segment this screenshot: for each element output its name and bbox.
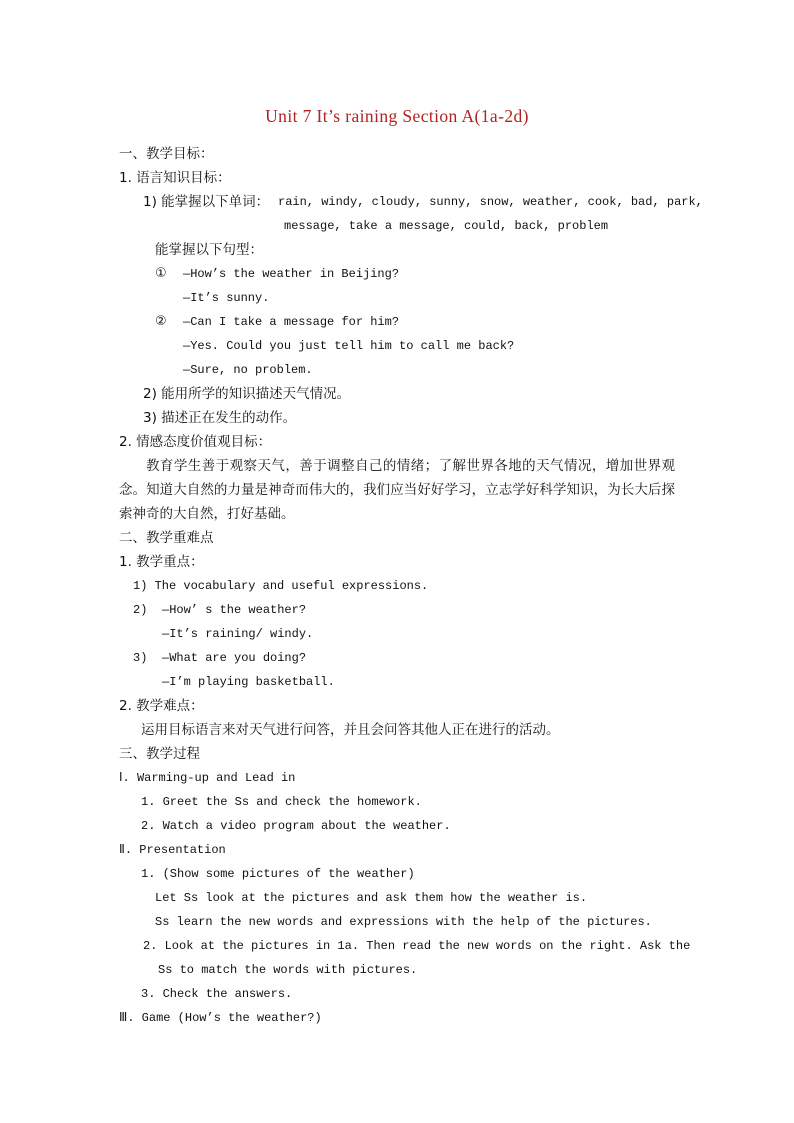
pattern-2-reply: —Yes. Could you just tell him to call me back? xyxy=(183,339,515,353)
process-step-2-heading: Ⅱ. Presentation xyxy=(119,843,226,857)
key-point-3-marker: 3) xyxy=(133,651,148,665)
key-point-2-question: —How’ s the weather? xyxy=(162,603,307,617)
pattern-1-question: —How’s the weather in Beijing? xyxy=(183,267,400,281)
pattern-marker-1: ① xyxy=(155,266,167,281)
process-step-2-item-1: 1. (Show some pictures of the weather) xyxy=(141,867,415,881)
vocab-label: 1) 能掌握以下单词： xyxy=(143,194,270,210)
pattern-marker-2: ② xyxy=(155,314,167,329)
key-point-3-answer: —I’m playing basketball. xyxy=(162,675,335,689)
key-point-1: 1) The vocabulary and useful expressions. xyxy=(133,579,429,593)
process-step-2-item-3: 3. Check the answers. xyxy=(141,987,293,1001)
section-heading-objectives: 一、教学目标： xyxy=(119,146,214,162)
key-point-3-question: —What are you doing? xyxy=(162,651,307,665)
sentence-patterns-label: 能掌握以下句型： xyxy=(155,242,263,258)
process-step-2-item-2: 2. Look at the pictures in 1a. Then read the new words on the right. Ask the xyxy=(143,939,691,953)
objective-item-2: 2) 能用所学的知识描述天气情况。 xyxy=(143,386,351,402)
objective-item-3: 3) 描述正在发生的动作。 xyxy=(143,410,297,426)
process-step-1-item-2: 2. Watch a video program about the weather. xyxy=(141,819,451,833)
subheading-language-knowledge: 1. 语言知识目标： xyxy=(119,170,231,186)
section-heading-key-points: 二、教学重难点 xyxy=(119,530,214,546)
process-step-1-heading: Ⅰ. Warming-up and Lead in xyxy=(119,771,296,785)
process-step-3-heading: Ⅲ. Game (How’s the weather?) xyxy=(119,1011,322,1025)
subheading-attitude: 2. 情感态度价值观目标： xyxy=(119,434,272,450)
subheading-key-points: 1. 教学重点： xyxy=(119,554,204,570)
subheading-difficulties: 2. 教学难点： xyxy=(119,698,204,714)
vocab-list-line2: message, take a message, could, back, problem xyxy=(284,219,609,233)
pattern-1-answer: —It’s sunny. xyxy=(183,291,270,305)
section-heading-process: 三、教学过程 xyxy=(119,746,200,762)
page-title: Unit 7 It’s raining Section A(1a-2d) xyxy=(265,106,529,126)
pattern-2-answer: —Sure, no problem. xyxy=(183,363,313,377)
process-step-2-item-1-detail-2: Ss learn the new words and expressions with the help of the pictures. xyxy=(155,915,652,929)
key-point-2-answer: —It’s raining/ windy. xyxy=(162,627,314,641)
difficulty-text: 运用目标语言来对天气进行问答，并且会问答其他人正在进行的活动。 xyxy=(141,722,560,738)
attitude-paragraph: 教育学生善于观察天气，善于调整自己的情绪；了解世界各地的天气情况，增加世界观念。知道大自然的力量是神奇而伟大的，我们应当好好学习，立志学好科学知识，为长大后探索神奇的大自然，打好基础。 xyxy=(119,458,675,522)
pattern-2-question: —Can I take a message for him? xyxy=(183,315,400,329)
process-step-2-item-2-cont: Ss to match the words with pictures. xyxy=(158,963,418,977)
process-step-2-item-1-detail-1: Let Ss look at the pictures and ask them how the weather is. xyxy=(155,891,588,905)
key-point-2-marker: 2) xyxy=(133,603,148,617)
process-step-1-item-1: 1. Greet the Ss and check the homework. xyxy=(141,795,422,809)
vocab-list-line1: rain, windy, cloudy, sunny, snow, weather, cook, bad, park, xyxy=(278,195,703,209)
